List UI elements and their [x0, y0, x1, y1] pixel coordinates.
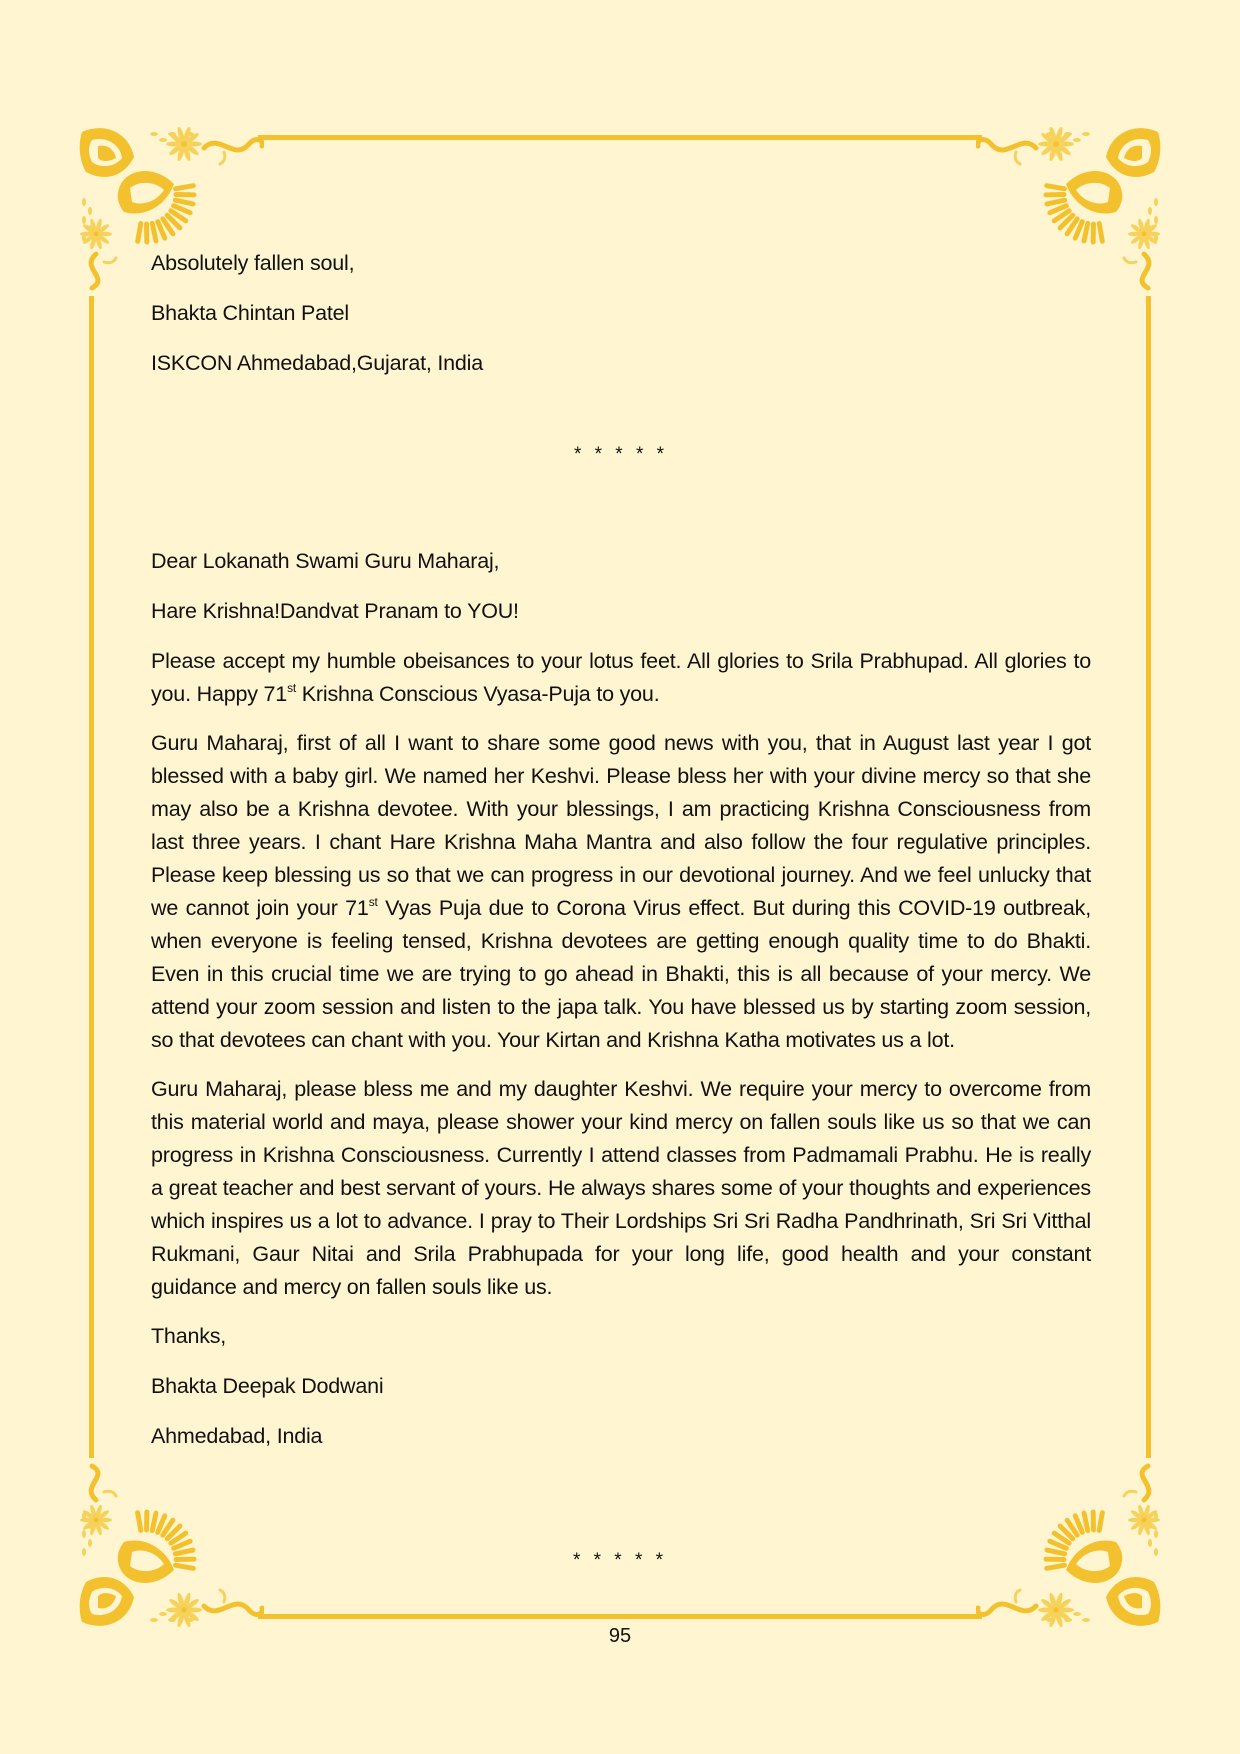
letter-location: Ahmedabad, India — [151, 1424, 323, 1448]
section-separator: * * * * * — [572, 1550, 668, 1571]
ordinal-suffix: st — [368, 895, 378, 909]
letter-signature: Bhakta Deepak Dodwani — [151, 1374, 384, 1398]
page-number: 95 — [608, 1625, 632, 1647]
letter-paragraph — [151, 645, 1091, 711]
letter-closing: Thanks, — [151, 1324, 227, 1348]
border-line-left — [89, 296, 94, 1458]
page-content — [151, 247, 1091, 1470]
letter-paragraph: Guru Maharaj, please bless me and my daughter Keshvi. We require your mercy to overcome from this material world and maya, please shower your kind mercy on fallen souls like us so that we can progress in Krishna Consciousness. Currently I attend classes from Padmamali Prabhu. He is really a great teacher and best servant of yours. He always shares some of your thoughts and experiences which inspires us a lot to advance. I pray to Their Lordships Sri Sri Radha Pandhrinath, Sri Sri Vitthal Rukmani, Gaur Nitai and Srila Prabhupada for your long life, good health and your constant guidance and mercy on fallen souls like us. — [151, 1077, 1091, 1299]
paragraph-text: Please accept my humble obeisances to your lotus feet. All glories to Srila Prabhupad. All glories to you. Happy 71 — [151, 649, 1091, 706]
paragraph-text: Guru Maharaj, first of all I want to share some good news with you, that in August last year I got blessed with a baby girl. We named her Keshvi. Please bless her with your divine mercy so that she may also be a Krishna devotee. With your blessings, I am practicing Krishna Consciousness from last three years. I chant Hare Krishna Maha Mantra and also follow the four regulative principles. Please keep blessing us so that we can progress in our devotional journey. And we feel unlucky that we cannot join your 71 — [151, 731, 1091, 920]
border-line-bottom — [258, 1614, 982, 1619]
ordinal-suffix: st — [287, 681, 296, 695]
previous-signoff-location: ISKCON Ahmedabad,Gujarat, India — [151, 351, 484, 375]
letter-salutation: Dear Lokanath Swami Guru Maharaj, — [151, 549, 500, 573]
section-separator: * * * * * — [573, 444, 669, 465]
previous-signoff-line: Absolutely fallen soul, — [151, 251, 355, 275]
letter — [151, 545, 1091, 1453]
letter-greeting: Hare Krishna!Dandvat Pranam to YOU! — [151, 599, 519, 623]
letter-paragraph — [151, 727, 1091, 1057]
paragraph-text: Vyas Puja due to Corona Virus effect. But during this COVID-19 outbreak, when everyone is feeling tensed, Krishna devotees are getting enough quality time to do Bhakti. Even in this crucial time we are trying to go ahead in Bhakti, this is all because of your mercy. We attend your zoom session and listen to the japa talk. You have blessed us by starting zoom session, so that devotees can chant with you. Your Kirtan and Krishna Katha motivates us a lot. — [151, 896, 1091, 1052]
paragraph-text: Krishna Conscious Vyasa-Puja to you. — [296, 682, 660, 706]
previous-signoff-name: Bhakta Chintan Patel — [151, 301, 349, 325]
floral-corner-ornament-icon — [74, 1462, 264, 1632]
border-line-right — [1146, 296, 1151, 1458]
border-line-top — [258, 135, 982, 140]
previous-letter-signoff — [151, 247, 1091, 380]
floral-corner-ornament-icon — [976, 1462, 1166, 1632]
